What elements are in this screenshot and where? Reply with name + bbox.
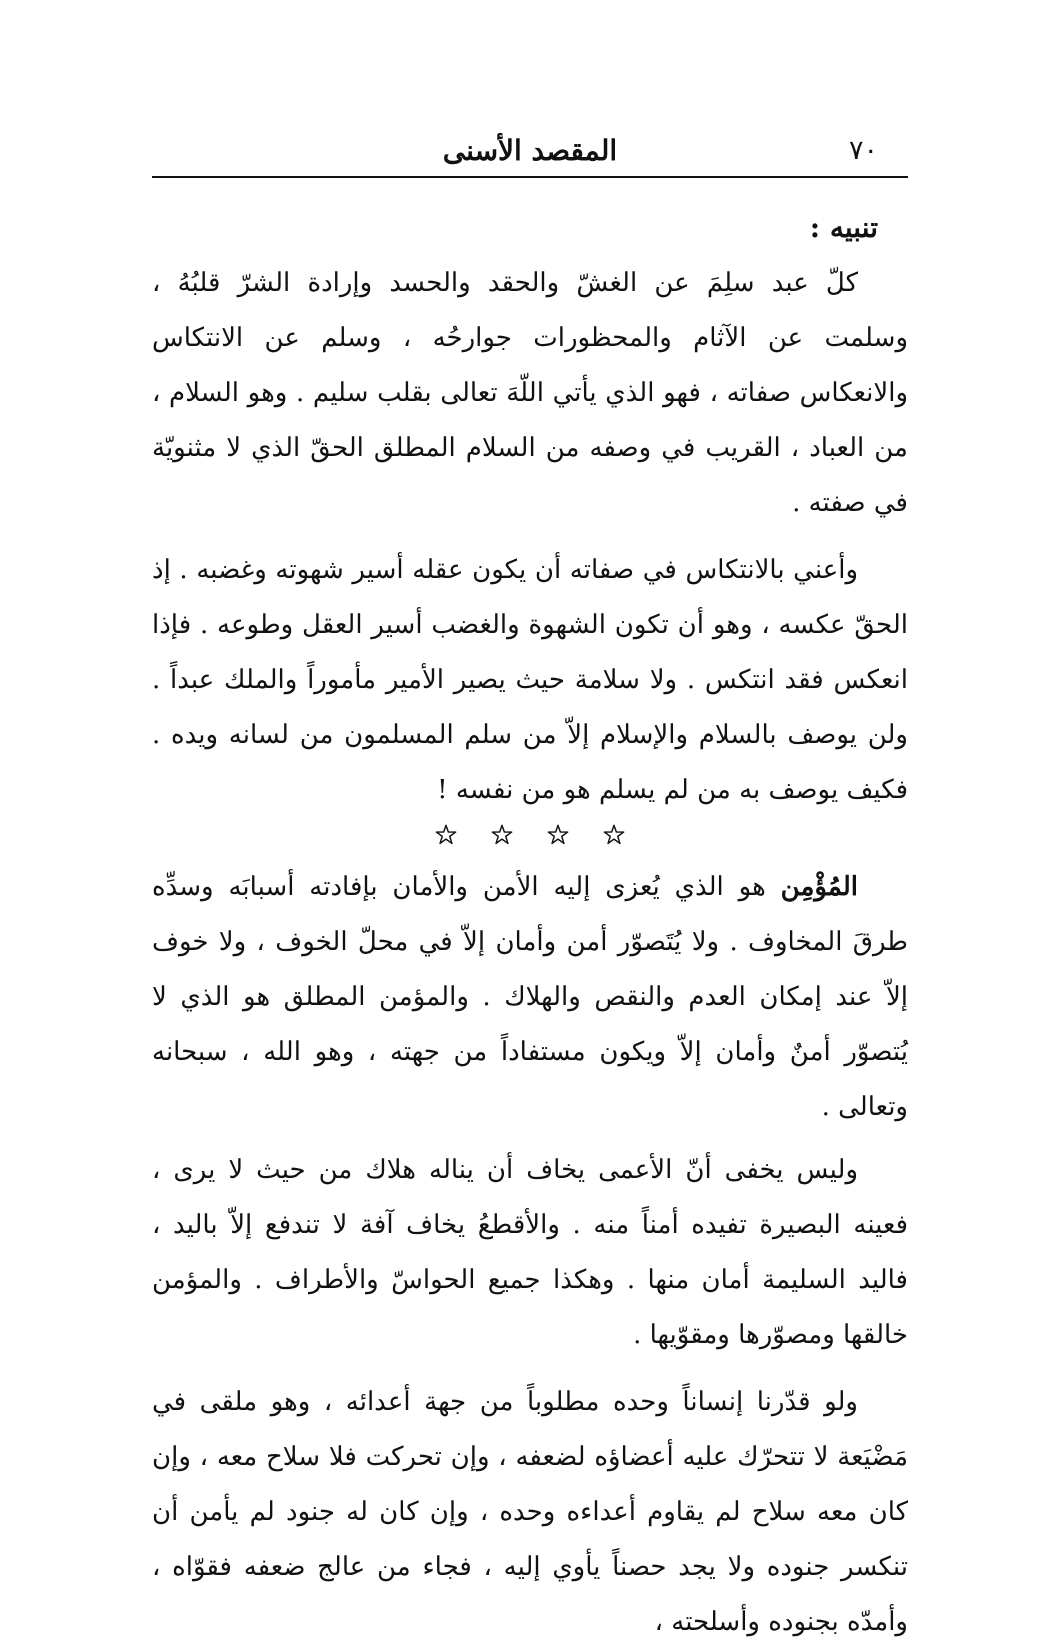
- star-icon: [603, 824, 625, 846]
- paragraph: ولو قدّرنا إنساناً وحده مطلوباً من جهة أعدائه ، وهو ملقى في مَضْيَعة لا تتحرّك عليه أعضاؤه لضعفه ، وإن تحركت فلا سلاح معه ، وإن كان معه سلاح لم يقاوم أعداءه وحده ، وإن كان له جنود لم يأمن أن تنكسر جنوده ولا يجد حصناً يأوي إليه ، فجاء من عالج ضعفه فقوّاه ، وأمدّه بجنوده وأسلحته ،: [152, 1387, 908, 1637]
- definition-text: هو الذي يُعزى إليه الأمن والأمان بإفادته أسبابَه وسدِّه طرقَ المخاوف . ولا يُتَصوّر أمن وأمان إلاّ في محلّ الخوف ، ولا خوف إلاّ عند إمكان العدم والنقص والهلاك . والمؤمن المطلق هو الذي لا يُتصوّر أمنٌ وأمان إلاّ ويكون مستفاداً من جهته ، وهو الله ، سبحانه وتعالى .: [152, 872, 908, 1122]
- defined-term: المُؤْمِن: [780, 872, 858, 902]
- running-title: المقصد الأسنى: [442, 134, 618, 167]
- page-number: ٧٠: [848, 135, 878, 166]
- section-separator: [152, 818, 908, 852]
- paragraph: وليس يخفى أنّ الأعمى يخاف أن يناله هلاك من حيث لا يرى ، فعينه البصيرة تفيده أمناً منه . والأقطعُ يخاف آفة لا تندفع إلاّ باليد ، فاليد السليمة أمان منها . وهكذا جميع الحواسّ والأطراف . والمؤمن خالقها ومصوّرها ومقوّيها .: [152, 1155, 908, 1350]
- page-header: [152, 128, 908, 168]
- paragraph: كلّ عبد سلِمَ عن الغشّ والحقد والحسد وإرادة الشرّ قلبُهُ ، وسلمت عن الآثام والمحظورات جوارحُه ، وسلم عن الانتكاس والانعكاس صفاته ، فهو الذي يأتي اللّهَ تعالى بقلب سليم . وهو السلام ، من العباد ، القريب في وصفه من السلام المطلق الحقّ الذي لا مثنويّة في صفته .: [152, 268, 908, 518]
- star-icon: [491, 824, 513, 846]
- body-text: [152, 208, 908, 1650]
- header-divider: [152, 176, 908, 178]
- definition-paragraph: [152, 860, 908, 1135]
- star-icon: [435, 824, 457, 846]
- paragraph: وأعني بالانتكاس في صفاته أن يكون عقله أسير شهوته وغضبه . إذ الحقّ عكسه ، وهو أن تكون الشهوة والغضب أسير العقل وطوعه . فإذا انعكس فقد انتكس . ولا سلامة حيث يصير الأمير مأموراً والملك عبداً . ولن يوصف بالسلام والإسلام إلاّ من سلم المسلمون من لسانه ويده . فكيف يوصف به من لم يسلم هو من نفسه !: [152, 555, 908, 805]
- star-icon: [547, 824, 569, 846]
- section-heading: تنبيه :: [809, 211, 878, 244]
